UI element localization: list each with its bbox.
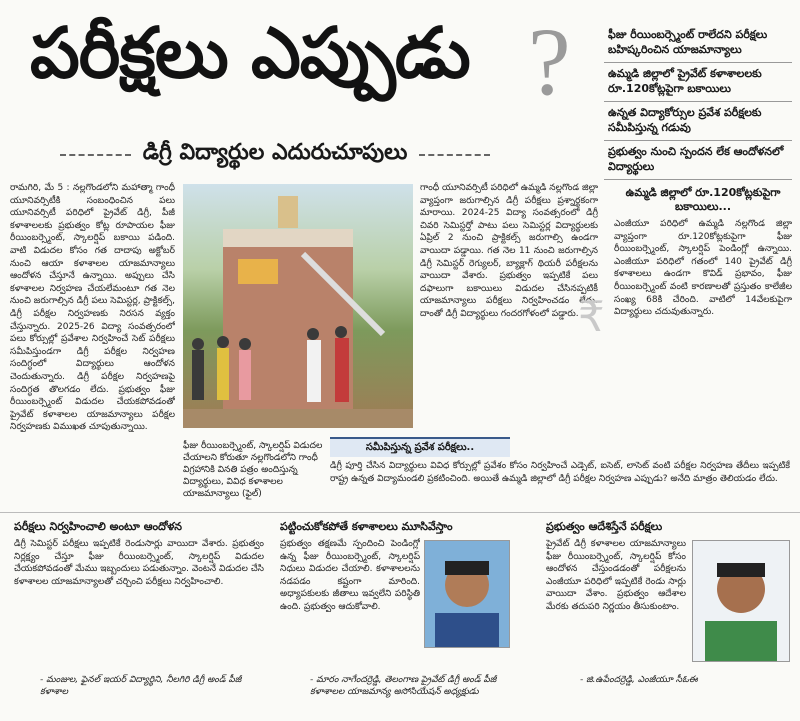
students-photo-illustration xyxy=(183,184,413,428)
subheadline xyxy=(60,138,490,172)
person-photo xyxy=(424,540,510,648)
quote-3-heading: ప్రభుత్వం ఆదేశిస్తేనే పరీక్షలు xyxy=(546,520,663,533)
quote-2-text: ప్రభుత్వం తక్షణమే స్పందించి పెండింగ్లో ఉన్న ఫీజు రీయింబర్స్మెంట్, స్కాలర్షిప్ నిధులు విడుదల చేయాలి. కళాశాలలను నడపడం కష్టంగా మారింది. అధ్యాపకులకు జీతాలు ఇవ్వలేని పరిస్థితి ఉంది. ప్రభుత్వం ఆదుకోవాలి. xyxy=(280,539,420,612)
quote-1-signature: - మంజుల, ఫైనల్ ఇయర్ విద్యార్థిని, నీలగిరి డిగ్రీ అండ్ పీజీ కళాశాల xyxy=(40,675,242,697)
quote-2-signature: - మారం నాగేందర్రెడ్డి, తెలంగాణ ప్రైవేట్ డిగ్రీ అండ్ పీజీ కళాశాలల యాజమాన్య అసోసియేషన్ అధ్యక్షుడు xyxy=(310,675,497,697)
highlight-item: ఉమ్మడి జిల్లాలో ప్రైవేట్ కళాశాలలకు రూ.120కోట్లపైగా బకాయిలు xyxy=(604,63,792,102)
quote-1-heading: పరీక్షలు నిర్వహించాలి అంటూ ఆందోళన xyxy=(14,520,183,533)
highlights-box xyxy=(604,24,792,180)
subheadline-text: డిగ్రీ విద్యార్థుల ఎదురుచూపులు xyxy=(142,140,408,165)
article-column-1: రామగిరి, మే 5 : నల్లగొండలోని మహాత్మా గాంధీ యూనివర్సిటీకి సంబంధించిన పలు యూనివర్సిటీ పరిధిలో ప్రైవేట్ డిగ్రీ, పీజీ కళాశాలలకు ప్రభుత్వం కోట్ల రూపాయల ఫీజు రీయింబర్స్మెంట్, స్కాలర్షిప్ బకాయి పడింది. వాటి విడుదల కోసం గత దాదాపు అక్టోబర్ నుంచి ఆయా కళాశాలల యాజమాన్యాలు ఆందోళన చేస్తూనే ఉన్నాయి. అప్పులు చేసి కళాశాలల నిర్వహణ చేయలేమంటూ గత నెల నుంచి జరుగాల్సిన డిగ్రీ పలు సెమిస్టర్ల, ప్రాక్టికల్స్, డిగ్రీ పరీక్షల నిర్వహణకు నిరసన వ్యక్తం చేస్తున్నారు. 2025-26 విద్యా సంవత్సరంలో పలు కోర్సుల్లో ప్రవేశాల నిర్వహించే సెట్ పరీక్షలు సమీపిస్తుండగా డిగ్రీ పరీక్షల నిర్వహణ సందిగ్ధంలో విద్యార్థులు ఆందోళన చెందుతున్నారు. డిగ్రీ పరీక్షల నిర్వహణపై సందిగ్ధత తొలగడం లేదు. ప్రభుత్వం ఫీజు రీయింబర్స్మెంట్ విడుదల చేయకపోవడంతో ప్రైవేట్ కళాశాలల యాజమాన్యాలు పరీక్షల నిర్వహణకు విముఖత చూపుతున్నాయి. xyxy=(10,183,175,433)
section-banner: సమీపిస్తున్న ప్రవేశ పరీక్షలు.. xyxy=(330,437,510,457)
article-column-right: ఎంజీయూ పరిధిలో ఉమ్మడి నల్లగొండ జిల్లా వ్యాప్తంగా రూ.120కోట్లకుపైగా ఫీజు రీయింబర్స్మెంట్, స్కాలర్షిప్ పెండింగ్లో ఉన్నాయి. ఎంజీయూ పరిధిలో గతంలో 140 ప్రైవేట్ డిగ్రీ కళాశాలలు ఉండగా కొవిడ్ ప్రభావం, ఫీజు రీయింబర్స్మెంట్ వంటి కారణాలతో ప్రస్తుతం కాలేజీల సంఖ్య 68కి చేరింది. వాటిలో 14వేలకుపైగా విద్యార్థులు చదువుతున్నారు. xyxy=(614,219,792,318)
quote-2-heading: పట్టించుకోకపోతే కళాశాలలు మూసివేస్తాం xyxy=(280,520,453,533)
quote-3-text: ప్రైవేట్ డిగ్రీ కళాశాలల యాజమాన్యాలు ఫీజు రీయింబర్స్మెంట్, స్కాలర్షిప్ కోసం ఆందోళన చేస్తుండడంతో పరీక్షలను ఎంజీయూ పరిధిలో ఇప్పటికే రెండు సార్లు వాయిదా వేశాం. ప్రభుత్వం ఆదేశాల మేరకు తదుపరి నిర్ణయం తీసుకుంటాం. xyxy=(546,539,686,612)
highlight-item: ఉన్నత విద్యాకోర్సుల ప్రవేశ పరీక్షలకు సమీపిస్తున్న గడువు xyxy=(604,102,792,141)
section-banner-text: డిగ్రీ పూర్తి చేసిన విద్యార్థులు వివిధ కోర్సుల్లో ప్రవేశం కోసం నిర్వహించే ఎడ్సెట్, ఐసెట్, లాసెట్ వంటి పరీక్షల నిర్వహణ తేదీలు ఇప్పటికే రాష్ట్ర ఉన్నత విద్యామండలి ప్రకటించింది. అయితే ఉమ్మడి జిల్లాలో డిగ్రీ పరీక్షల నిర్వహణ ఎప్పుడు? అనేది మాత్రం తెలియడం లేదు. xyxy=(330,461,790,484)
divider xyxy=(0,512,800,513)
divider xyxy=(60,154,131,156)
highlight-item: ఫీజు రీయింబర్స్మెంట్ రాలేదని పరీక్షలు బహిష్కరించిన యాజమాన్యాలు xyxy=(604,24,792,63)
quote-3-signature: - జి.ఉపేందర్రెడ్డి, ఎంజీయూ సీఓఈ xyxy=(580,675,698,685)
rupee-icon: ₹ xyxy=(578,292,605,341)
news-photo xyxy=(183,184,413,428)
highlight-item: ప్రభుత్వం నుంచి స్పందన లేక ఆందోళనలో విద్యార్థులు xyxy=(604,141,792,180)
divider xyxy=(419,154,490,156)
question-mark-graphic: ? xyxy=(528,8,571,115)
person-photo xyxy=(692,540,790,662)
photo-caption: ఫీజు రీయింబర్స్మెంట్, స్కాలర్షిప్ విడుదల చేయాలని కోరుతూ నల్లగొండలోని గాంధీ విగ్రహానికి వినతి పత్రం అందిస్తున్న విద్యార్థులు, వివిధ కళాశాలల యాజమాన్యాలు (ఫైల్) xyxy=(183,441,323,499)
person-illustration xyxy=(693,541,789,661)
headline: పరీక్షలు ఎప్పుడు xyxy=(30,12,470,94)
person-illustration xyxy=(425,541,509,647)
article-column-3: గాంధీ యూనివర్సిటీ పరిధిలో ఉమ్మడి నల్లగొండ జిల్లా వ్యాప్తంగా జరుగాల్సిన డిగ్రీ పరీక్షలు ప్రశ్నార్థకంగా మారాయి. 2024-25 విద్యా సంవత్సరంలో డిగ్రీ చివరి సెమిస్టర్తో పాటు పలు సెమిస్టర్ల విద్యార్థులకు ఏప్రిల్ 2 నుంచి ప్రాక్టికల్స్ జరుగాల్సి ఉండగా వాయిదా పడ్డాయి. గత నెల 11 నుంచి జరుగాల్సిన డిగ్రీ సెమిస్టర్ రెగ్యులర్, బ్యాక్లాగ్ థియరీ పరీక్షలను వాయిదా వేశారు. ప్రభుత్వం ఇప్పటికే పలు దఫాలుగా బకాయిలు విడుదల చేసినప్పటికీ యాజమాన్యాలు పరీక్షలు నిర్వహించడం లేదు. దాంతో డిగ్రీ విద్యార్థులు గందరగోళంలో పడ్డారు. xyxy=(420,183,598,319)
quote-1-text: డిగ్రీ సెమిస్టర్ పరీక్షలు ఇప్పటికే రెండుసార్లు వాయిదా వేశారు. ప్రభుత్వం నిర్లక్ష్యం చేస్తూ ఫీజు రీయింబర్స్మెంట్, స్కాలర్షిప్ విడుదల చేయకపోవడంతో మేము ఇబ్బందులు పడుతున్నాం. వెంటనే విడుదల చేసి కళాశాలల యాజమాన్యాలతో చర్చించి పరీక్షలు నిర్వహించాలి. xyxy=(14,539,264,587)
section-subhead: ఉమ్మడి జిల్లాలో రూ.120కోట్లకుపైగా బకాయిలు... xyxy=(625,186,781,213)
